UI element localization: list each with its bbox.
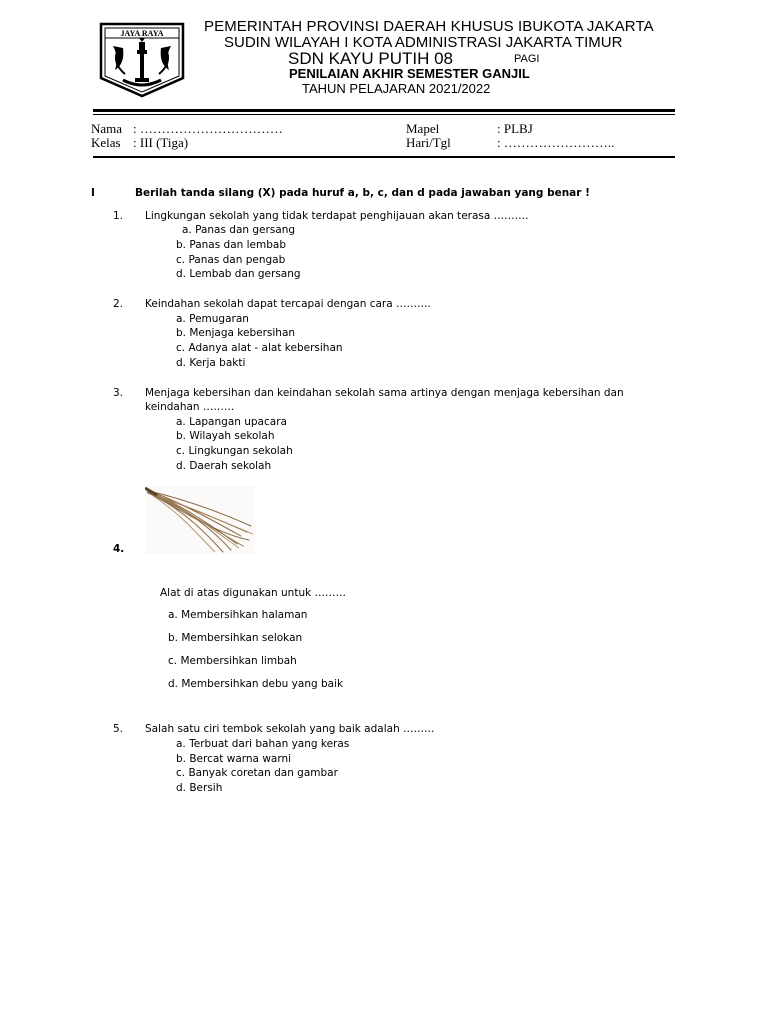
question-3-option-a: a. Lapangan upacara [176,416,287,428]
question-4-text: Alat di atas digunakan untuk ……… [160,587,347,599]
question-1-number: 1. [113,210,124,222]
question-1-option-d: d. Lembab dan gersang [176,268,301,280]
question-2-option-b: b. Menjaga kebersihan [176,327,296,339]
mapel-label: Mapel [406,121,440,136]
question-5-number: 5. [113,723,124,735]
emblem-text: JAYA RAYA [120,29,164,38]
header-line-1: PEMERINTAH PROVINSI DAERAH KHUSUS IBUKOTA JAKARTA [204,18,654,35]
exam-title: PENILAIAN AKHIR SEMESTER GANJIL [289,66,530,81]
question-4-number: 4. [113,543,125,555]
question-4-option-c: c. Membersihkan limbah [168,655,297,667]
question-3-number: 3. [113,387,124,399]
kelas-label: Kelas [91,135,121,150]
kelas-value: : III (Tiga) [133,135,189,150]
school-name: SDN KAYU PUTIH 08 [288,49,454,68]
question-4-option-a: a. Membersihkan halaman [168,609,308,621]
question-2-option-c: c. Adanya alat - alat kebersihan [176,342,343,354]
header-divider-thick [93,109,675,112]
question-5-text: Salah satu ciri tembok sekolah yang baik adalah ……… [145,723,435,735]
jaya-raya-emblem [99,22,185,98]
question-1-option-b: b. Panas dan lembab [176,239,286,251]
question-2-option-d: d. Kerja bakti [176,357,246,369]
question-5-option-d: d. Bersih [176,782,223,794]
question-4-option-b: b. Membersihkan selokan [168,632,303,644]
identity-divider [93,156,675,158]
nama-value: : …………………………… [133,121,283,136]
header-line-2: SUDIN WILAYAH I KOTA ADMINISTRASI JAKARTA TIMUR [224,34,623,51]
question-1-option-c: c. Panas dan pengab [176,254,286,266]
mapel-value: : PLBJ [497,121,533,136]
nama-label: Nama [91,121,123,136]
question-2-number: 2. [113,298,124,310]
question-1-option-a: a. Panas dan gersang [182,224,296,236]
question-3-text-continued: keindahan ……… [145,401,235,413]
question-3-text: Menjaga kebersihan dan keindahan sekolah sama artinya dengan menjaga kebersihan dan [145,387,624,399]
school-suffix: PAGI [514,53,540,65]
header-divider-thin [93,114,675,115]
section-instruction: Berilah tanda silang (X) pada huruf a, b, c, dan d pada jawaban yang benar ! [135,187,590,199]
question-5-option-c: c. Banyak coretan dan gambar [176,767,338,779]
academic-year: TAHUN PELAJARAN 2021/2022 [302,81,491,96]
hari-label: Hari/Tgl [406,135,451,150]
question-5-option-b: b. Bercat warna warni [176,753,292,765]
question-3-option-d: d. Daerah sekolah [176,460,272,472]
question-4-option-d: d. Membersihkan debu yang baik [168,678,344,690]
question-3-option-b: b. Wilayah sekolah [176,430,275,442]
question-1-text: Lingkungan sekolah yang tidak terdapat penghijauan akan terasa ………. [145,210,529,222]
section-number: I [91,187,95,199]
broom-image [145,486,255,554]
question-5-option-a: a. Terbuat dari bahan yang keras [176,738,350,750]
hari-value: : …………………….. [497,135,615,150]
question-2-text: Keindahan sekolah dapat tercapai dengan cara ………. [145,298,431,310]
question-2-option-a: a. Pemugaran [176,313,249,325]
question-3-option-c: c. Lingkungan sekolah [176,445,293,457]
